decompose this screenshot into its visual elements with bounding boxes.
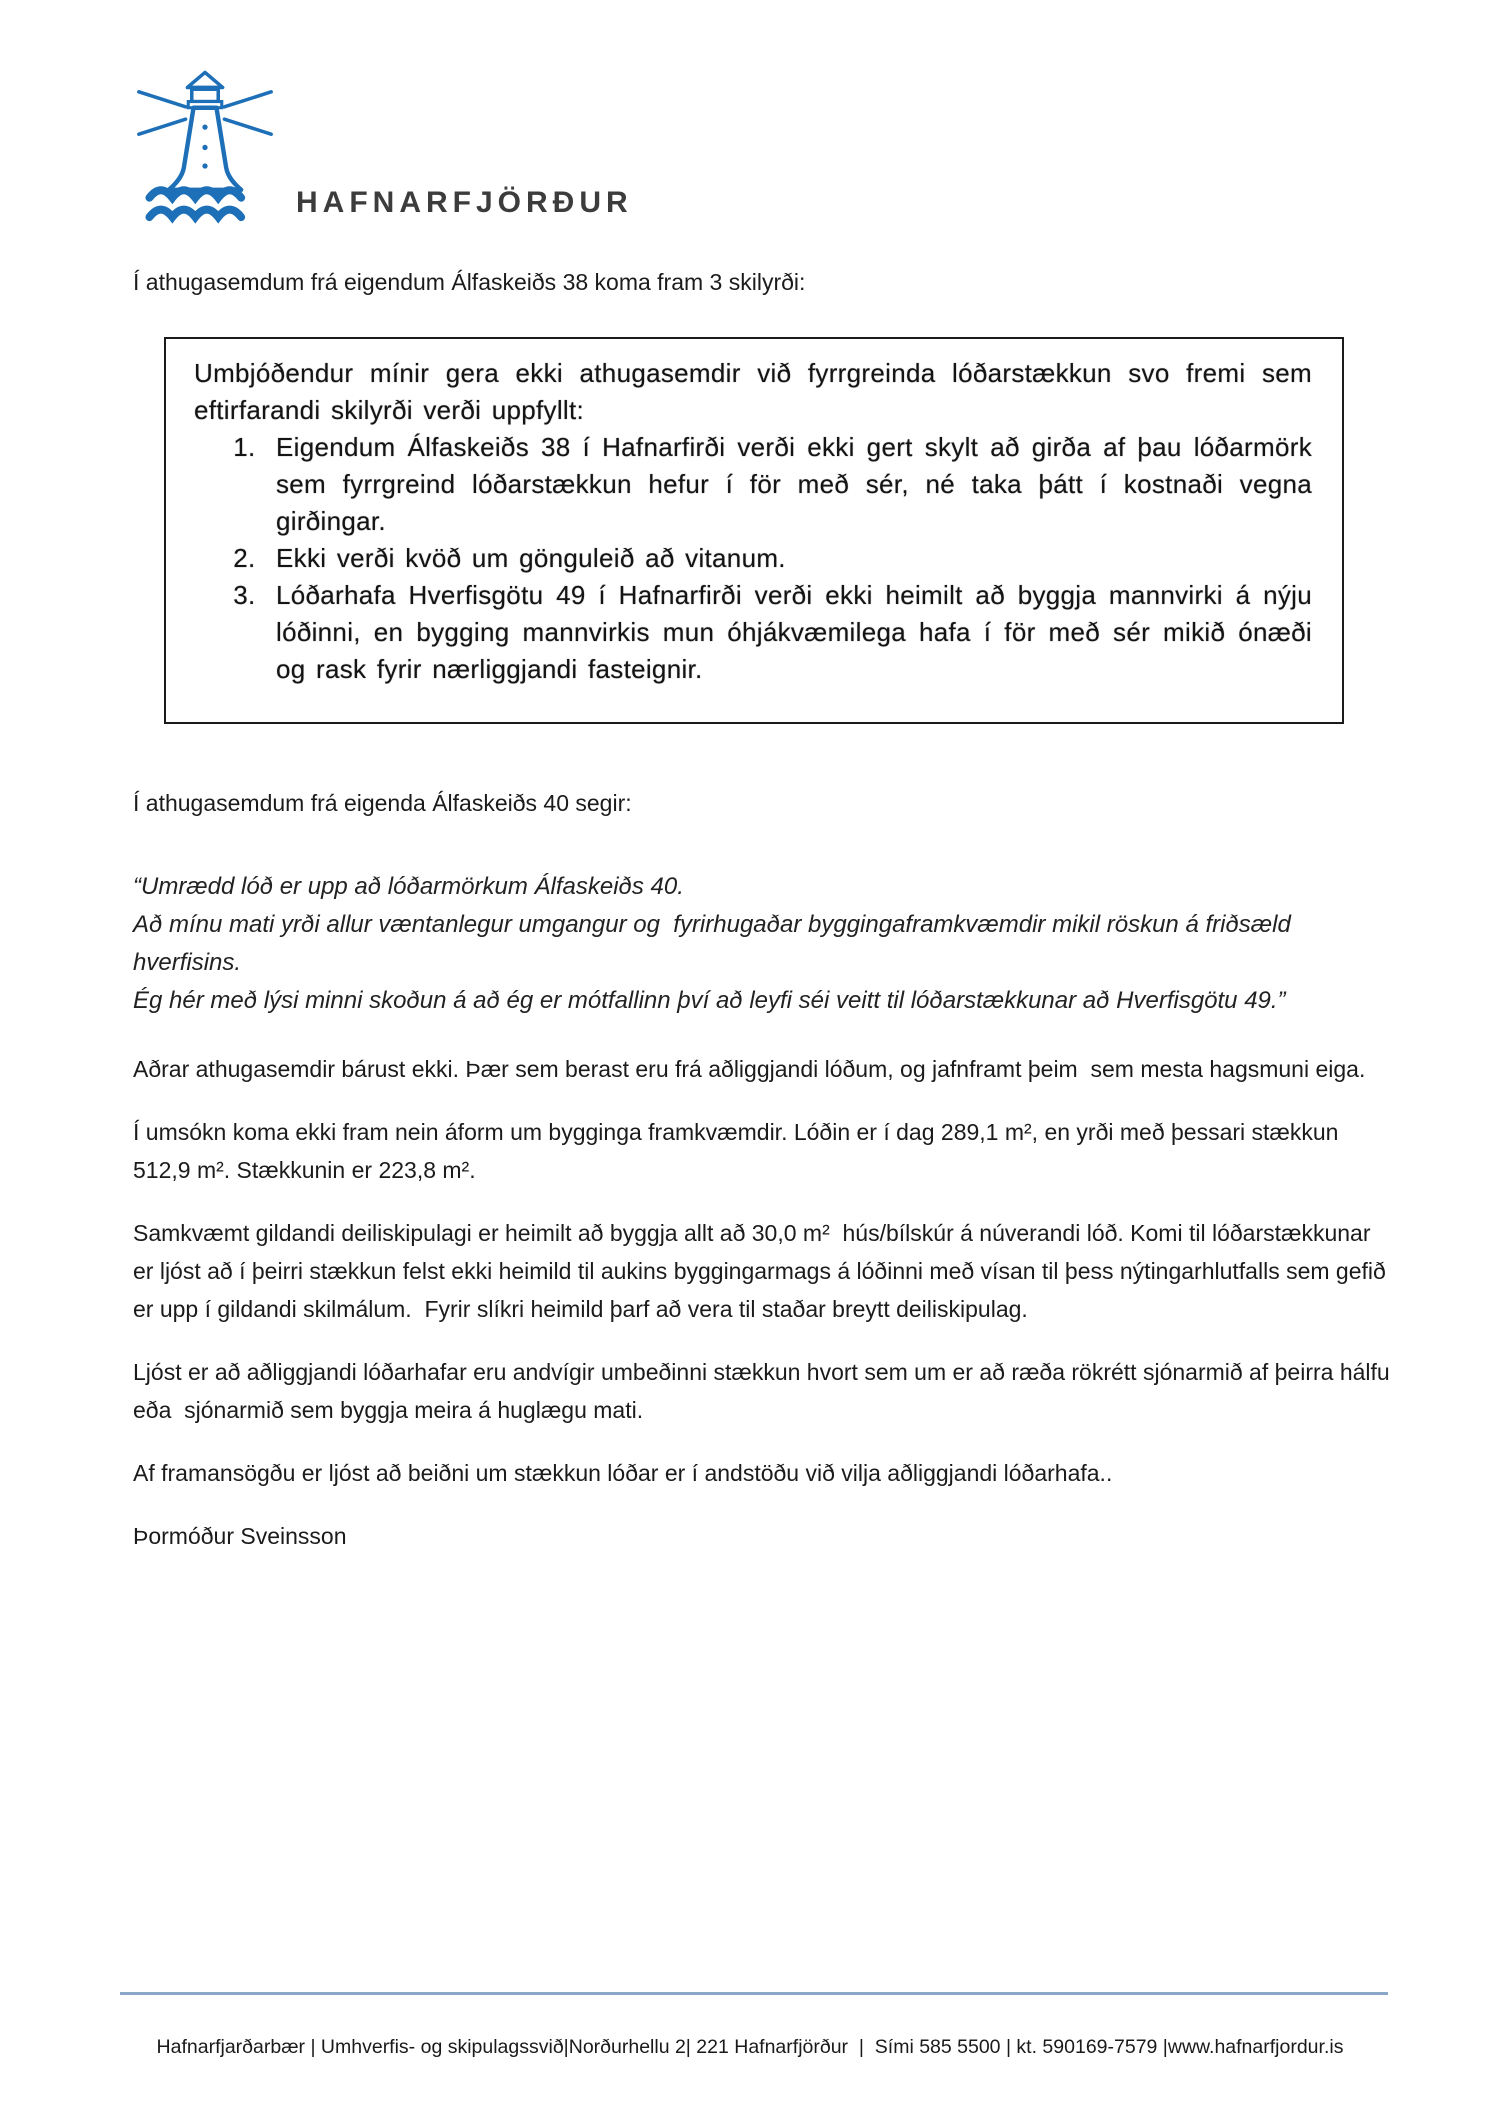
body-paragraph: Í umsókn koma ekki fram nein áform um bygginga framkvæmdir. Lóðin er í dag 289,1 m², en yrði með þessari stækkun 512,9 m². Stækkunin er 223,8 m². <box>133 1119 1345 1183</box>
conditions-box <box>164 337 1344 724</box>
conditions-list <box>194 429 1312 688</box>
footer-rule <box>120 1992 1388 1995</box>
condition-item: 1. Eigendum Álfaskeiðs 38 í Hafnarfirði verði ekki gert skylt að girða af þau lóðarmörk sem fyrrgreind lóðarstækkun hefur í för með sér, né taka þátt í kostnaði vegna girðingar. <box>266 429 1312 540</box>
lighthouse-icon <box>130 58 280 236</box>
body-paragraph: Samkvæmt gildandi deiliskipulagi er heimilt að byggja allt að 30,0 m² hús/bílskúr á núverandi lóð. Komi til lóðarstækkunar er ljóst að í þeirri stækkun felst ekki heimild til aukins byggingarmags á lóðinni með vísan til þess nýtingarhlutfalls sem gefið er upp í gildandi skilmálum. Fyrir slíkri heimild þarf að vera til staðar breytt deiliskipulag. <box>133 1220 1393 1322</box>
condition-item: 3. Lóðarhafa Hverfisgötu 49 í Hafnarfirði verði ekki heimilt að byggja mannvirki á nýju lóðinni, en bygging mannvirkis mun óhjákvæmilega hafa í för með sér mikið ónæði og rask fyrir nærliggjandi fasteignir. <box>266 577 1312 688</box>
body-paragraph: Ljóst er að aðliggjandi lóðarhafar eru andvígir umbeðinni stækkun hvort sem um er að ræða rökrétt sjónarmið af þeirra hálfu eða sjónarmið sem byggja meira á huglægu mati. <box>133 1359 1403 1423</box>
org-name-text: HAFNARFJÖRÐUR <box>296 186 633 219</box>
header-logo <box>130 58 633 236</box>
intro-paragraph-alfaskeid-38: Í athugasemdum frá eigendum Álfaskeiðs 38 koma fram 3 skilyrði: <box>133 269 806 295</box>
quote-line: Ég hér með lýsi minni skoðun á að ég er mótfallinn því að leyfi séi veitt til lóðarstækkunar að Hverfisgötu 49.” <box>133 987 1286 1014</box>
signature-name: Þormóður Sveinsson <box>133 1523 347 1549</box>
body-paragraph: Aðrar athugasemdir bárust ekki. Þær sem berast eru frá aðliggjandi lóðum, og jafnframt þeim sem mesta hagsmuni eiga. <box>133 1056 1366 1082</box>
quote-line: “Umrædd lóð er upp að lóðarmörkum Álfaskeiðs 40. <box>133 873 684 900</box>
conditions-intro: Umbjóðendur mínir gera ekki athugasemdir við fyrrgreinda lóðarstækkun svo fremi sem eftirfarandi skilyrði verði uppfyllt: <box>194 358 1323 425</box>
intro-paragraph-alfaskeid-40: Í athugasemdum frá eigenda Álfaskeiðs 40 segir: <box>133 790 632 816</box>
body-paragraph: Af framansögðu er ljóst að beiðni um stækkun lóðar er í andstöðu við vilja aðliggjandi lóðarhafa.. <box>133 1460 1113 1486</box>
footer-contact-line: Hafnarfjarðarbær | Umhverfis- og skipulagssvið|Norðurhellu 2| 221 Hafnarfjörður | Sími 585 5500 | kt. 590169-7579 |www.hafnarfjordur.is <box>156 2035 1344 2058</box>
document-body <box>133 265 1403 1555</box>
condition-item: 2. Ekki verði kvöð um gönguleið að vitanum. <box>266 540 1312 577</box>
quote-block <box>133 868 1395 1020</box>
quote-line: Að mínu mati yrði allur væntanlegur umgangur og fyrirhugaðar byggingaframkvæmdir mikil röskun á friðsæld hverfisins. <box>133 911 1298 976</box>
